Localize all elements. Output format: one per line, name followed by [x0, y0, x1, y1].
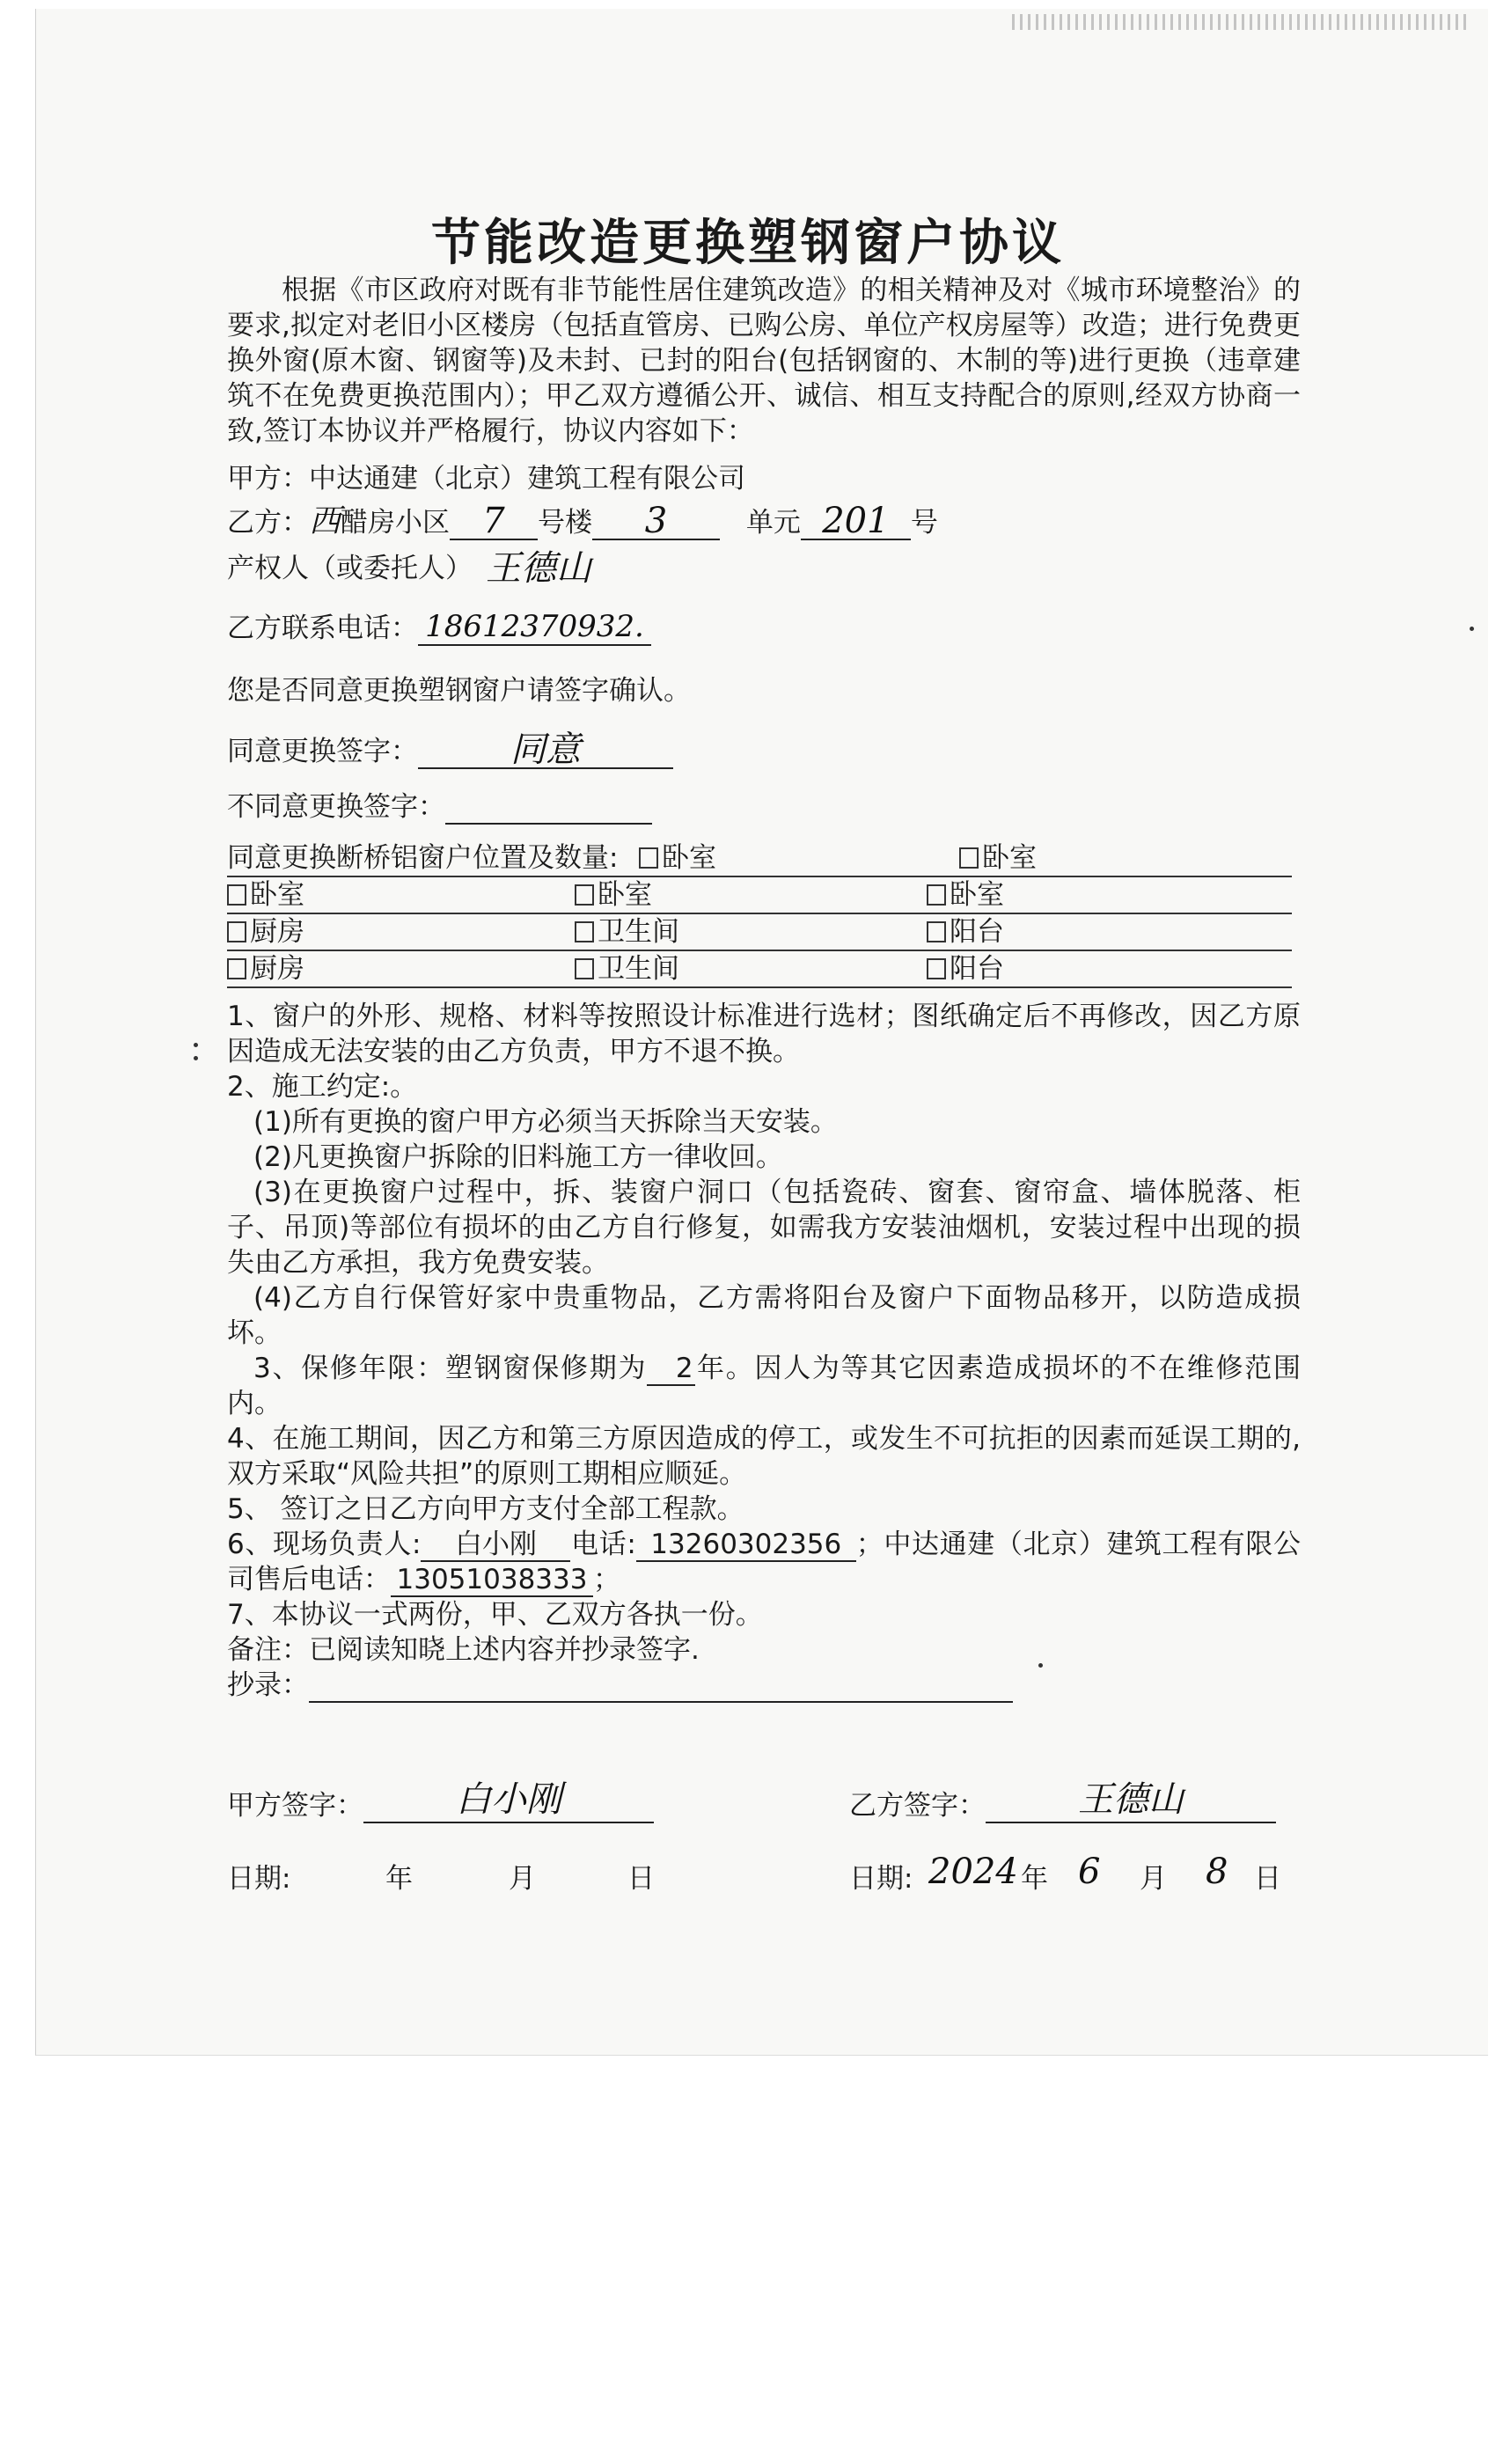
owner-line: [227, 548, 605, 589]
unit-label: 单元: [745, 507, 801, 539]
locations-row-3: [227, 914, 1292, 951]
disagree-label: 不同意更换签字：: [227, 791, 445, 823]
building-field: 7: [450, 503, 538, 540]
party-a-signature: 白小刚: [363, 1778, 654, 1823]
party-b-signature: 王德山: [986, 1778, 1276, 1823]
locations-row-2: [227, 877, 1292, 914]
community-suffix: 醋房小区: [341, 507, 451, 539]
disagree-line: [227, 788, 652, 825]
location-option: 卫生间: [575, 914, 679, 950]
locations-row-4: [227, 951, 1292, 988]
building-label: 号楼: [538, 507, 593, 539]
signed-year: 2024: [928, 1852, 1018, 1892]
checkbox-icon: [227, 958, 246, 979]
term-2-2: (2)凡更换窗户拆除的旧料施工方一律收回。: [253, 1141, 783, 1173]
term-2-3: (3)在更换窗户过程中，拆、装窗户洞口（包括瓷砖、窗套、窗帘盒、墙体脱落、柜子、吊顶)等部位有损坏的由乙方自行修复，如需我方安装油烟机，安装过程中出现的损失由乙方承担，我方免费安装。: [227, 1177, 1301, 1279]
phone-label: 乙方联系电话：: [227, 612, 418, 644]
month-label: 月: [509, 1863, 536, 1895]
party-b-line: [227, 503, 938, 540]
copy-field: [309, 1673, 1013, 1703]
location-option: 卧室: [227, 877, 304, 913]
party-a-date-line: [227, 1861, 655, 1896]
owner-signature: 王德山: [486, 548, 591, 589]
location-option: 卧室: [959, 840, 1037, 876]
signed-month: 6: [1078, 1852, 1101, 1892]
location-option: 厨房: [227, 951, 304, 986]
checkbox-icon: [927, 958, 946, 979]
signed-day: 8: [1206, 1852, 1228, 1892]
checkbox-icon: [227, 884, 246, 906]
locations-label: 同意更换断桥铝窗户位置及数量:: [227, 842, 619, 874]
phone-field: 18612370932.: [418, 609, 651, 646]
party-b-sign-label: 乙方签字：: [849, 1790, 986, 1822]
checkbox-icon: [575, 921, 594, 942]
scan-speck: [1038, 1663, 1043, 1668]
location-option: 卧室: [927, 877, 1004, 913]
party-a-sign-label: 甲方签字：: [227, 1790, 363, 1822]
unit-field: 3: [592, 503, 720, 540]
checkbox-icon: [959, 847, 979, 869]
location-option: 卧室: [575, 877, 652, 913]
scan-speck: [194, 1043, 198, 1047]
agree-line: [227, 732, 673, 769]
term-2-4: (4)乙方自行保管好家中贵重物品，乙方需将阳台及窗户下面物品移开，以防造成损坏。: [227, 1282, 1301, 1349]
term-2: 2、施工约定:。: [227, 1071, 418, 1103]
party-b-signature-line: [849, 1778, 1276, 1823]
intro-paragraph: 根据《市区政府对既有非节能性居住建筑改造》的相关精神及对《城市环境整治》的要求,拟定对老旧小区楼房（包括直管房、已购公房、单位产权房屋等）改造；进行免费更换外窗(原木窗、钢窗等)及未封、已封的阳台(包括钢窗的、木制的等)进行更换（违章建筑不在免费更换范围内）；甲乙双方遵循公开、诚信、相互支持配合的原则,经双方协商一致,签订本协议并严格履行，协议内容如下：: [227, 275, 1301, 447]
location-option: 阳台: [927, 914, 1004, 950]
scan-speck: [1470, 627, 1474, 631]
term-7: 7、本协议一式两份，甲、乙双方各执一份。: [227, 1599, 763, 1631]
warranty-years-field: 2: [647, 1353, 695, 1386]
checkbox-icon: [927, 884, 946, 906]
term-2-1: (1)所有更换的窗户甲方必须当天拆除当天安装。: [253, 1106, 838, 1138]
party-a-signature-line: [227, 1778, 654, 1823]
day-label: 日: [627, 1863, 655, 1895]
term-6: 6、现场负责人: 白小刚 电话: 13260302356 ；中达通建（北京）建筑工程有限公司售后电话： 13051038333 ；: [227, 1529, 1302, 1595]
term-1: 1、窗户的外形、规格、材料等按照设计标准进行选材；图纸确定后不再修改，因乙方原因造成无法安装的由乙方负责，甲方不退不换。: [227, 1001, 1301, 1067]
checkbox-icon: [575, 884, 594, 906]
disagree-field: [445, 788, 652, 825]
date-label: 日期:: [227, 1863, 291, 1895]
checkbox-icon: [227, 921, 246, 942]
month-label: 月: [1140, 1863, 1167, 1895]
agree-field: 同意: [418, 732, 673, 769]
term-3: 3、保修年限：塑钢窗保修期为 2年。因人为等其它因素造成损坏的不在维修范围内。: [227, 1353, 1301, 1419]
term-5: 5、 签订之日乙方向甲方支付全部工程款。: [227, 1493, 744, 1525]
room-field: 201: [801, 503, 911, 540]
site-manager-phone-field: 13260302356: [636, 1529, 856, 1562]
site-manager-field: 白小刚: [421, 1529, 570, 1562]
scan-edge-noise: [1012, 14, 1470, 30]
checkbox-icon: [927, 921, 946, 942]
year-label: 年: [385, 1863, 413, 1895]
locations-row-1: [227, 840, 1292, 877]
room-label: 号: [910, 507, 938, 539]
note: 备注：已阅读知晓上述内容并抄录签字.: [227, 1634, 700, 1666]
party-b-label: 乙方：: [227, 507, 309, 539]
day-label: 日: [1254, 1863, 1281, 1895]
checkbox-icon: [575, 958, 594, 979]
agree-label: 同意更换签字：: [227, 736, 418, 767]
year-label: 年: [1021, 1863, 1048, 1895]
term-4: 4、在施工期间，因乙方和第三方原因造成的停工，或发生不可抗拒的因素而延误工期的,双方采取“风险共担”的原则工期相应顺延。: [227, 1423, 1301, 1490]
location-option: 厨房: [227, 914, 304, 950]
agree-question: 您是否同意更换塑钢窗户请签字确认。: [227, 675, 691, 707]
owner-label: 产权人（或委托人）: [227, 553, 473, 584]
location-option: 卧室: [639, 840, 716, 876]
copy-line: 抄录：: [227, 1668, 1301, 1703]
document-title: 节能改造更换塑钢窗户协议: [431, 215, 1065, 272]
checkbox-icon: [639, 847, 658, 869]
date-label: 日期:: [849, 1863, 913, 1895]
party-b-date-line: [849, 1852, 1281, 1896]
location-option: 阳台: [927, 951, 1004, 986]
community-handwritten: 西: [309, 503, 341, 539]
party-a-line: 甲方：中达通建（北京）建筑工程有限公司: [227, 463, 745, 495]
scan-speck: [194, 1056, 198, 1060]
phone-line: [227, 609, 651, 646]
after-sales-phone-field: 13051038333: [391, 1564, 593, 1597]
terms-section: [227, 999, 1301, 1703]
location-option: 卫生间: [575, 951, 679, 986]
